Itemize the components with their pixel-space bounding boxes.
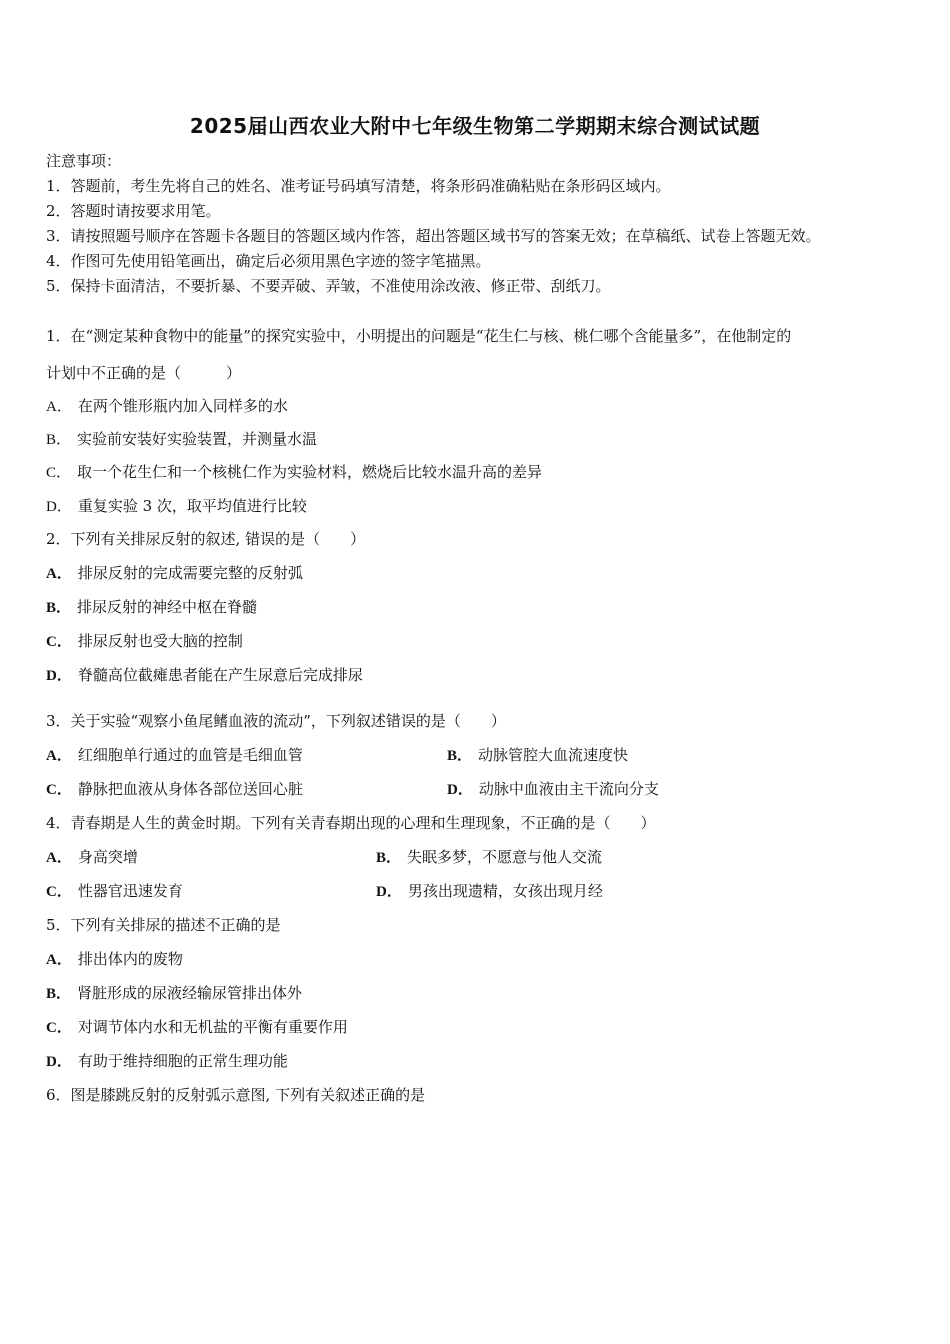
question-3-option-a <box>46 745 303 766</box>
option-label: C． <box>46 782 72 798</box>
notice-item: 3．请按照题号顺序在答题卡各题目的答题区域内作答，超出答题区域书写的答案无效；在草稿纸、试卷上答题无效。 <box>46 227 821 245</box>
question-2-option-a <box>46 563 303 584</box>
question-4-option-b <box>376 847 602 868</box>
question-1-option-a <box>46 396 288 417</box>
notice-item: 1．答题前，考生先将自己的姓名、准考证号码填写清楚，将条形码准确粘贴在条形码区域内。 <box>46 177 671 195</box>
question-5-stem: 5．下列有关排尿的描述不正确的是 <box>46 916 281 934</box>
option-label: A． <box>46 399 72 415</box>
question-1-stem: 1．在“测定某种食物中的能量”的探究实验中，小明提出的问题是“花生仁与核、桃仁哪个含能量多”，在他制定的 <box>46 327 792 345</box>
question-1-stem-cont: 计划中不正确的是（ ） <box>46 364 242 382</box>
question-1-option-d <box>46 496 307 517</box>
option-text: 静脉把血液从身体各部位送回心脏 <box>77 780 303 798</box>
option-text: 动脉中血液由主干流向分支 <box>478 780 659 798</box>
option-text: 实验前安装好实验装置，并测量水温 <box>77 430 318 448</box>
question-2-stem: 2．下列有关排尿反射的叙述, 错误的是（ ） <box>46 530 366 548</box>
option-text: 排尿反射也受大脑的控制 <box>77 632 243 650</box>
option-label: B． <box>447 748 473 764</box>
option-text: 重复实验 3 次，取平均值进行比较 <box>77 497 307 515</box>
option-text: 排出体内的废物 <box>77 950 183 968</box>
option-text: 肾脏形成的尿液经输尿管排出体外 <box>77 984 303 1002</box>
question-3-option-d <box>447 779 659 800</box>
question-2-option-b <box>46 597 257 618</box>
question-4-option-d <box>376 881 603 902</box>
option-label: D． <box>46 668 72 684</box>
question-3-option-b <box>447 745 628 766</box>
page-title: 2025届山西农业大附中七年级生物第二学期期末综合测试试题 <box>189 114 761 138</box>
question-1-option-b <box>46 429 317 450</box>
option-text: 对调节体内水和无机盐的平衡有重要作用 <box>77 1018 348 1036</box>
option-label: A． <box>46 566 72 582</box>
question-2-option-c <box>46 631 243 652</box>
option-label: B． <box>46 432 72 448</box>
option-text: 取一个花生仁和一个核桃仁作为实验材料，燃烧后比较水温升高的差异 <box>77 463 543 481</box>
question-5-option-c <box>46 1017 348 1038</box>
option-text: 在两个锥形瓶内加入同样多的水 <box>77 397 288 415</box>
question-4-option-c <box>46 881 183 902</box>
option-label: C． <box>46 465 72 481</box>
option-label: B． <box>46 600 72 616</box>
question-1-option-c <box>46 462 542 483</box>
option-text: 有助于维持细胞的正常生理功能 <box>77 1052 288 1070</box>
option-text: 动脉管腔大血流速度快 <box>478 746 629 764</box>
notice-item: 4．作图可先使用铅笔画出，确定后必须用黑色字迹的签字笔描黑。 <box>46 252 491 270</box>
option-text: 身高突增 <box>77 848 138 866</box>
option-text: 排尿反射的完成需要完整的反射弧 <box>77 564 303 582</box>
notice-heading: 注意事项： <box>46 152 122 170</box>
question-5-option-a <box>46 949 183 970</box>
option-label: B． <box>46 986 72 1002</box>
option-text: 男孩出现遗精，女孩出现月经 <box>407 882 603 900</box>
notice-item: 2．答题时请按要求用笔。 <box>46 202 221 220</box>
question-5-option-b <box>46 983 302 1004</box>
option-label: D． <box>447 782 473 798</box>
option-label: A． <box>46 952 72 968</box>
question-4-option-a <box>46 847 138 868</box>
question-6-stem: 6．图是膝跳反射的反射弧示意图, 下列有关叙述正确的是 <box>46 1086 426 1104</box>
option-label: D． <box>46 499 72 515</box>
question-2-option-d <box>46 665 363 686</box>
option-label: A． <box>46 850 72 866</box>
option-label: B． <box>376 850 402 866</box>
option-label: D． <box>46 1054 72 1070</box>
option-label: C． <box>46 1020 72 1036</box>
option-label: A． <box>46 748 72 764</box>
option-text: 红细胞单行通过的血管是毛细血管 <box>77 746 303 764</box>
option-text: 性器官迅速发育 <box>77 882 183 900</box>
option-text: 脊髓高位截瘫患者能在产生尿意后完成排尿 <box>77 666 363 684</box>
option-label: C． <box>46 634 72 650</box>
option-label: D． <box>376 884 402 900</box>
notice-item: 5．保持卡面清洁，不要折暴、不要弄破、弄皱，不准使用涂改液、修正带、刮纸刀。 <box>46 277 611 295</box>
option-label: C． <box>46 884 72 900</box>
option-text: 失眠多梦，不愿意与他人交流 <box>407 848 603 866</box>
question-4-stem: 4．青春期是人生的黄金时期。下列有关青春期出现的心理和生理现象，不正确的是（ ） <box>46 814 656 832</box>
question-3-stem: 3．关于实验“观察小鱼尾鳍血液的流动”，下列叙述错误的是（ ） <box>46 712 506 730</box>
question-5-option-d <box>46 1051 288 1072</box>
question-3-option-c <box>46 779 303 800</box>
option-text: 排尿反射的神经中枢在脊髓 <box>77 598 258 616</box>
